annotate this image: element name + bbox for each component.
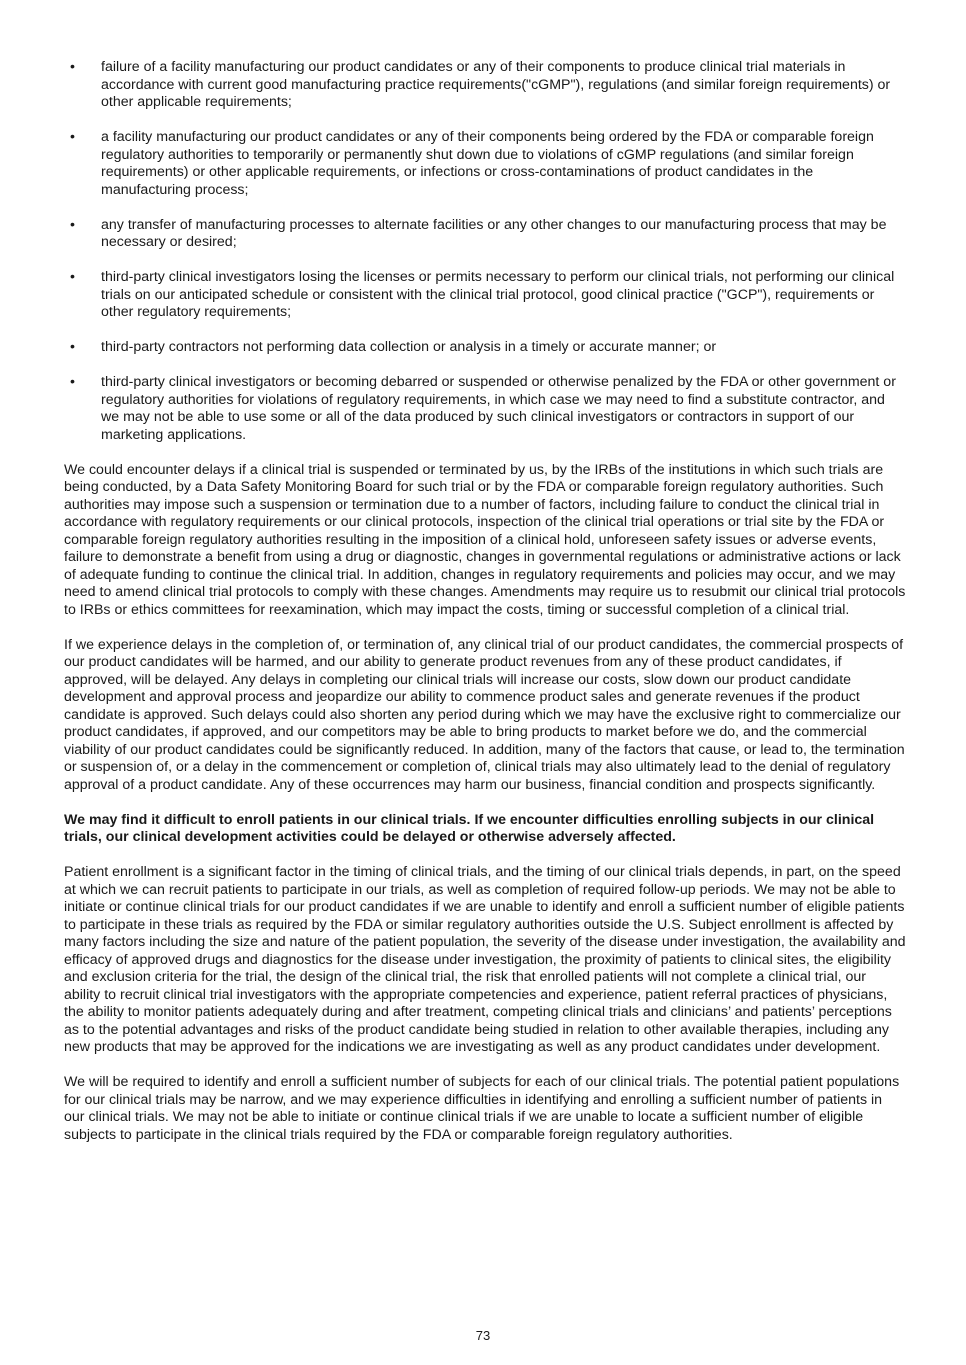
list-item	[64, 129, 906, 199]
bullet-icon: •	[70, 216, 75, 233]
bullet-text: a facility manufacturing our product candidates or any of their components being ordered by the FDA or comparable foreign regulatory authorities to temporarily or permanently shut down due to violations of cGMP regulations (and similar foreign requirements) or other applicable requirements, or infections or cross-contaminations of product candidates in the manufacturing process;	[101, 129, 874, 198]
bullet-icon: •	[70, 269, 75, 285]
list-item	[64, 59, 906, 112]
bullet-text: third-party clinical investigators or becoming debarred or suspended or otherwise penalized by the FDA or other government or regulatory authorities for violations of regulatory requirements, in which case we may need to find a substitute contractor, and we may not be able to use some or all of the data produced by such clinical investigators or contractors in support of our marketing applications.	[101, 374, 896, 443]
paragraph-delay-consequences: If we experience delays in the completion of, or termination of, any clinical trial of our product candidates, the commercial prospects of our product candidates will be harmed, and our ability to generate product revenues from any of these product candidates, if approved, will be delayed. Any delays in completing our clinical trials will increase our costs, slow down our product candidate development and approval process and jeopardize our ability to commence product sales and generate revenues if the product candidate is approved. Such delays could also shorten any period during which we may have the exclusive right to commercialize our product candidates, if approved, and our competitors may be able to bring products to market before we do, and the commercial viability of our product candidates could be significantly reduced. In addition, many of the factors that cause, or lead to, the termination or suspension of, or a delay in the commencement or completion of, clinical trials may also ultimately lead to the denial of regulatory approval of a product candidate. Any of these occurrences may harm our business, financial condition and prospects significantly.	[64, 636, 905, 793]
bullet-icon: •	[70, 374, 75, 390]
bullet-icon: •	[70, 59, 75, 75]
bullet-icon: •	[70, 129, 75, 145]
bullet-icon: •	[70, 339, 75, 355]
bullet-text: third-party contractors not performing data collection or analysis in a timely or accurate manner; or	[101, 339, 717, 355]
bullet-text: third-party clinical investigators losing the licenses or permits necessary to perform our clinical trials, not performing our clinical trials on our anticipated schedule or consistent with the clinical trial protocol, good clinical practice ("GCP"), requirements or other regulatory requirements;	[101, 269, 895, 320]
bullet-text: any transfer of manufacturing processes to alternate facilities or any other changes to our manufacturing process that may be necessary or desired;	[101, 216, 887, 250]
page-number: 73	[475, 1328, 491, 1343]
paragraph-patient-enrollment: Patient enrollment is a significant factor in the timing of clinical trials, and the timing of our clinical trials depends, in part, on the speed at which we can recruit patients to participate in our trials, as well as completion of required follow-up periods. We may not be able to initiate or continue clinical trials for our product candidates if we are unable to identify and enroll a sufficient number of eligible patients to participate in these trials as required by the FDA or similar regulatory authorities outside the U.S. Subject enrollment is affected by many factors including the size and nature of the patient population, the severity of the disease under investigation, the availability and efficacy of approved drugs and diagnostics for the disease under investigation, the proximity of patients to clinical sites, the eligibility and exclusion criteria for the trial, the design of the clinical trial, the risk that enrolled patients will not complete a clinical trial, our ability to recruit clinical trial investigators with the appropriate competencies and experience, patient referral practices of physicians, the ability to monitor patients adequately during and after treatment, competing clinical trials and clinicians’ and patients’ perceptions as to the potential advantages and risks of the product candidate being studied in relation to other available therapies, including any new products that may be approved for the indications we are investigating as well as any product candidates under development.	[64, 864, 906, 1055]
list-item	[64, 217, 906, 252]
document-page	[64, 59, 906, 1162]
bullet-text: failure of a facility manufacturing our product candidates or any of their components to produce clinical trial materials in accordance with current good manufacturing practice requirements("cGMP"), regulations (and similar foreign requirements) or other applicable requirements;	[101, 59, 891, 110]
list-item	[64, 339, 906, 357]
paragraph-subject-enrollment: We will be required to identify and enroll a sufficient number of subjects for each of our clinical trials. The potential patient populations for our clinical trials may be narrow, and we may experience difficulties in identifying and enrolling a sufficient number of patients in our clinical trials. We may not be able to initiate or continue clinical trials if we are unable to locate a sufficient number of eligible subjects to participate in the clinical trials required by the FDA or comparable foreign regulatory authorities.	[64, 1074, 900, 1143]
bullet-list	[64, 59, 906, 444]
paragraph-trial-delays: We could encounter delays if a clinical trial is suspended or terminated by us, by the IRBs of the institutions in which such trials are being conducted, by a Data Safety Monitoring Board for such trial or by the FDA or comparable foreign regulatory authorities. Such authorities may impose such a suspension or termination due to a number of factors, including failure to conduct the clinical trial in accordance with regulatory requirements or our clinical protocols, inspection of the clinical trial operations or trial site by the FDA or comparable foreign regulatory authorities resulting in the imposition of a clinical hold, unforeseen safety issues or adverse events, failure to demonstrate a benefit from using a drug or diagnostic, changes in governmental regulations or administrative actions or lack of adequate funding to continue the clinical trial. In addition, changes in regulatory requirements and policies may occur, and we may need to amend clinical trial protocols to comply with these changes. Amendments may require us to resubmit our clinical trial protocols to IRBs or ethics committees for reexamination, which may impact the costs, timing or successful completion of a clinical trial.	[64, 461, 906, 618]
list-item	[64, 374, 906, 444]
list-item	[64, 269, 906, 322]
section-heading: We may find it difficult to enroll patients in our clinical trials. If we encounter difficulties enrolling subjects in our clinical trials, our clinical development activities could be delayed or otherwise adversely affected.	[64, 811, 875, 845]
